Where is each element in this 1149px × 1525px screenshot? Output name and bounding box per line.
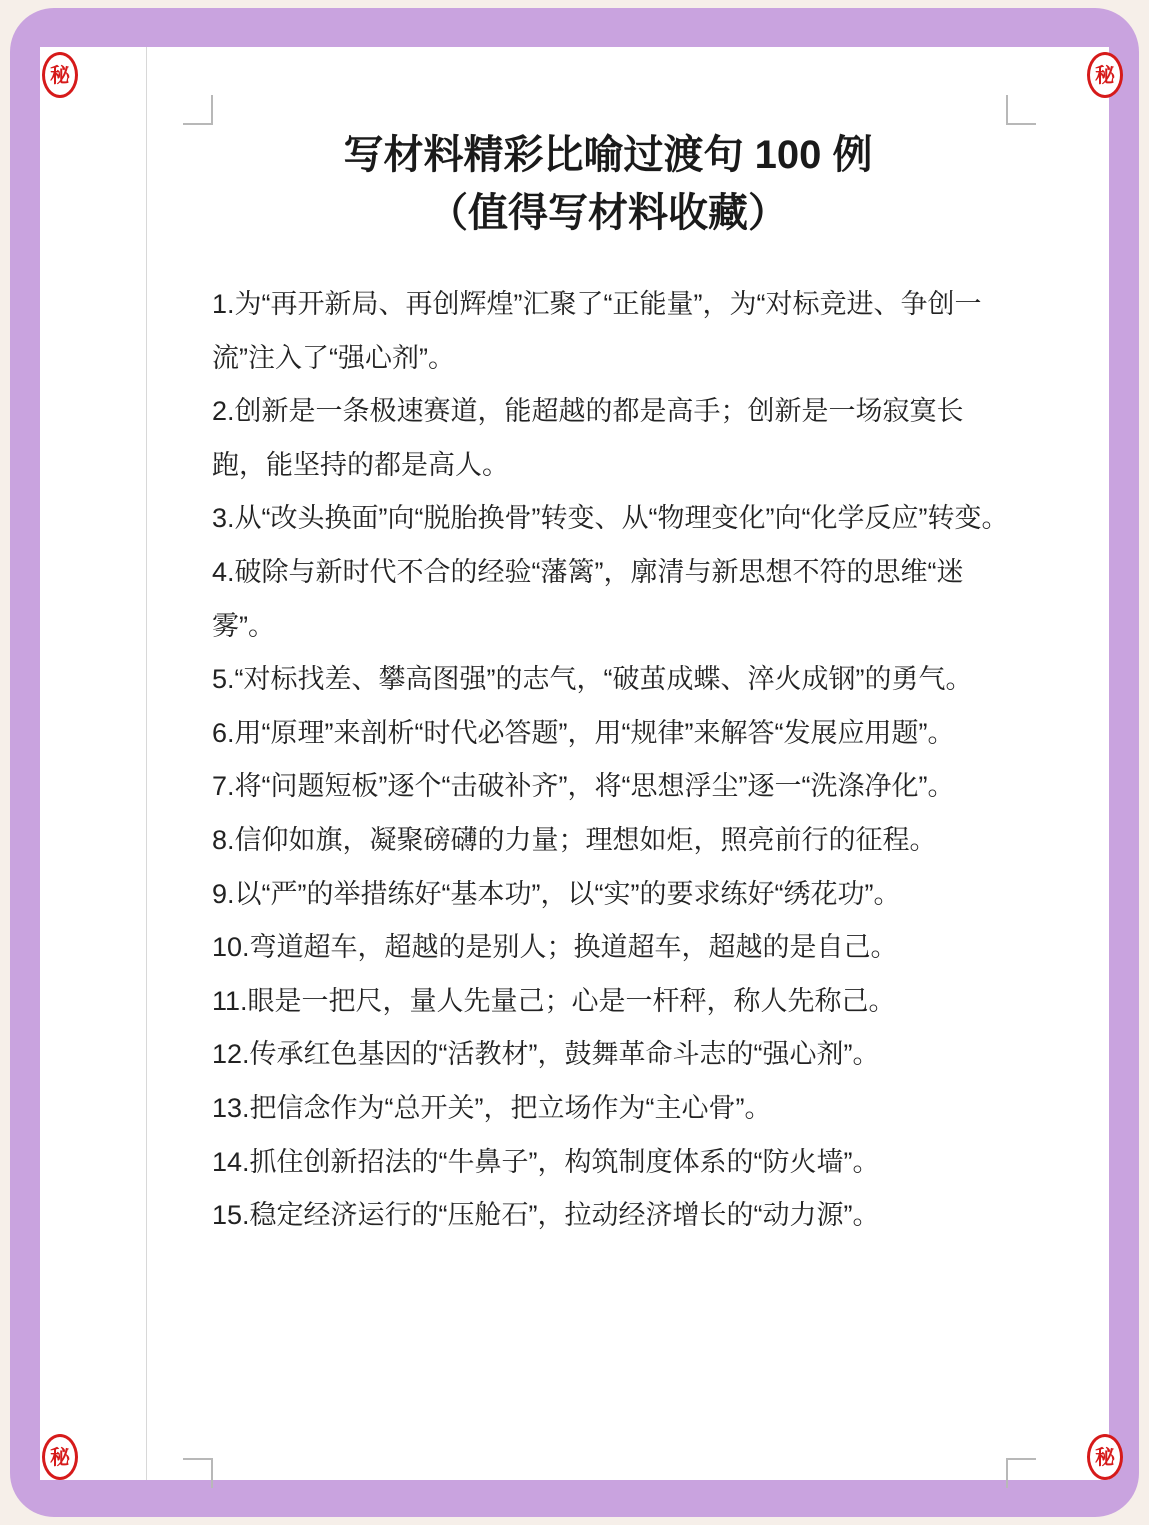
crop-mark-top-left	[183, 95, 213, 125]
secret-seal-icon: 秘	[42, 52, 78, 98]
crop-mark-top-right	[1006, 95, 1036, 125]
list-item: 13.把信念作为“总开关”，把立场作为“主心骨”。	[212, 1092, 772, 1123]
list-item: 2.创新是一条极速赛道，能超越的都是高手；创新是一场寂寞长跑，能坚持的都是高人。	[212, 396, 964, 480]
list-item: 15.稳定经济运行的“压舱石”，拉动经济增长的“动力源”。	[212, 1200, 880, 1231]
title-line-1: 写材料精彩比喻过渡句 100 例	[343, 133, 873, 177]
list-item: 11.眼是一把尺，量人先量己；心是一杆秤，称人先称己。	[212, 985, 896, 1016]
list-item: 5.“对标找差、攀高图强”的志气，“破茧成蝶、淬火成钢”的勇气。	[212, 664, 973, 695]
list-item: 10.弯道超车，超越的是别人；换道超车，超越的是自己。	[212, 932, 898, 963]
list-item: 7.将“问题短板”逐个“击破补齐”，将“思想浮尘”逐一“洗涤净化”。	[212, 771, 955, 802]
list-item: 6.用“原理”来剖析“时代必答题”，用“规律”来解答“发展应用题”。	[212, 717, 955, 748]
secret-seal-icon: 秘	[1087, 52, 1123, 98]
crop-mark-bottom-right	[1006, 1458, 1036, 1488]
secret-seal-icon: 秘	[1087, 1434, 1123, 1480]
secret-seal-icon: 秘	[42, 1434, 78, 1480]
page-margin-line	[146, 47, 147, 1480]
title-line-2: （值得写材料收藏）	[428, 191, 788, 235]
list-item: 1.为“再开新局、再创辉煌”汇聚了“正能量”，为“对标竞进、争创一流”注入了“强心剂”。	[212, 289, 982, 373]
document-title	[200, 126, 1016, 242]
list-item: 3.从“改头换面”向“脱胎换骨”转变、从“物理变化”向“化学反应”转变。	[212, 503, 1009, 534]
list-item: 14.抓住创新招法的“牛鼻子”，构筑制度体系的“防火墙”。	[212, 1146, 880, 1177]
list-item: 4.破除与新时代不合的经验“藩篱”，廓清与新思想不符的思维“迷雾”。	[212, 556, 964, 641]
crop-mark-bottom-left	[183, 1458, 213, 1488]
list-item: 12.传承红色基因的“活教材”，鼓舞革命斗志的“强心剂”。	[212, 1039, 880, 1070]
list-item: 8.信仰如旗，凝聚磅礴的力量；理想如炬，照亮前行的征程。	[212, 824, 937, 855]
list-item: 9.以“严”的举措练好“基本功”，以“实”的要求练好“绣花功”。	[212, 878, 901, 909]
sentence-list	[212, 278, 1012, 1243]
